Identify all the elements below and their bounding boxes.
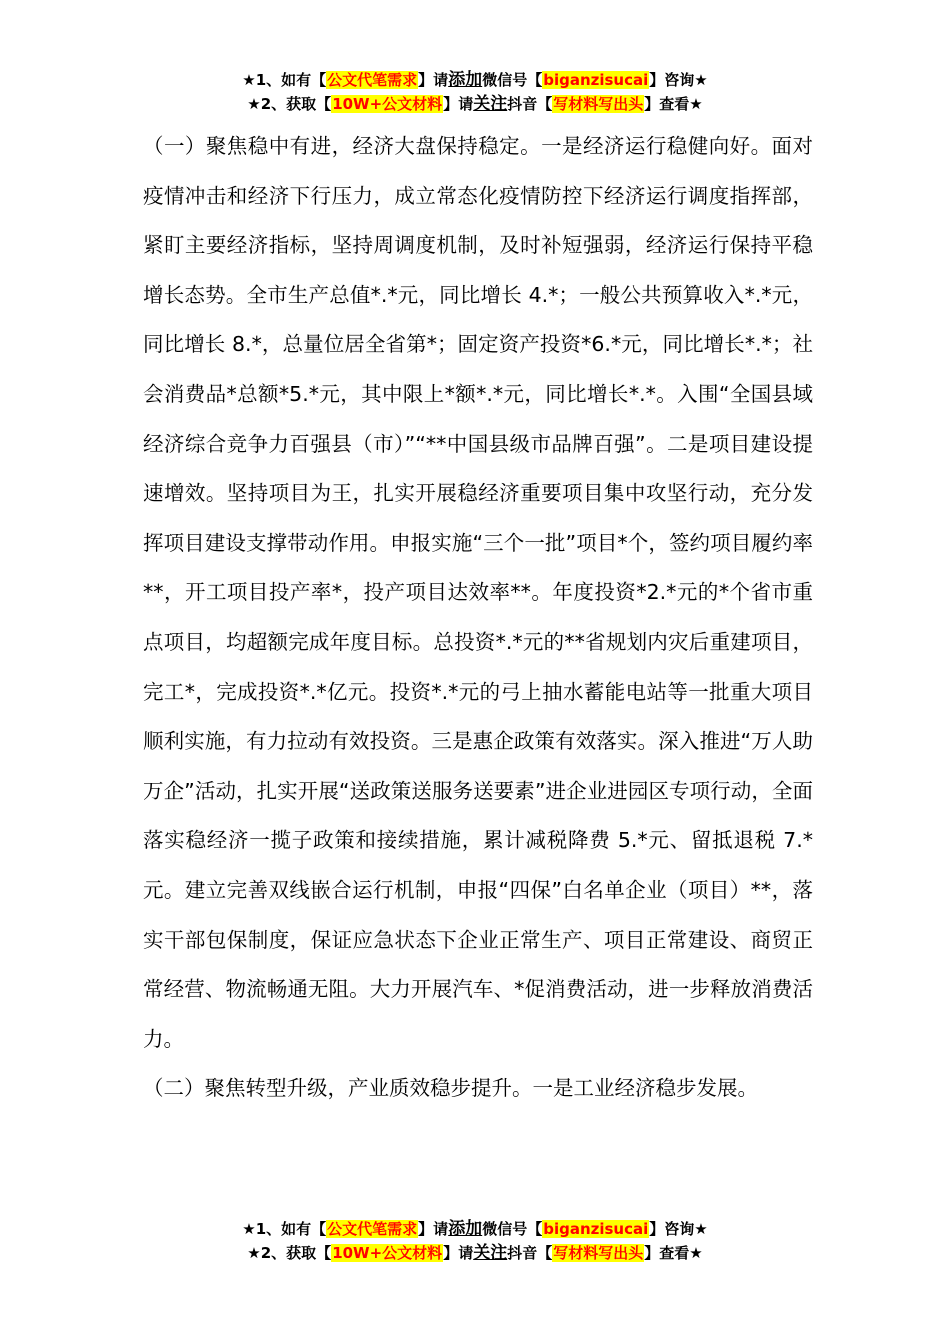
banner-text: 】请 xyxy=(443,95,474,113)
banner-emphasis: 添加 xyxy=(448,1219,483,1239)
bottom-banner xyxy=(0,1217,950,1265)
banner-line-1 xyxy=(0,68,950,92)
banner-highlight-materials: 10W+公文材料 xyxy=(332,95,443,113)
banner-highlight-materials: 10W+公文材料 xyxy=(332,1244,443,1262)
banner-text: 】咨询★ xyxy=(649,71,708,89)
top-banner xyxy=(0,68,950,116)
body-paragraph-2: （二）聚焦转型升级，产业质效稳步提升。一是工业经济稳步发展。 xyxy=(143,1076,758,1101)
banner-line-2 xyxy=(0,92,950,116)
banner-emphasis: 关注 xyxy=(473,94,508,114)
banner-text: 】查看★ xyxy=(644,1244,703,1262)
banner-text: 】请 xyxy=(443,1244,474,1262)
banner-emphasis: 关注 xyxy=(473,1243,508,1263)
banner-highlight-wechat-id: biganzisucai xyxy=(543,1220,649,1238)
banner-text: 抖音【 xyxy=(507,95,553,113)
banner-text: 抖音【 xyxy=(507,1244,553,1262)
banner-text: 】请 xyxy=(418,1220,449,1238)
banner-text: ★2、获取【 xyxy=(247,1244,332,1262)
banner-highlight-douyin-id: 写材料写出头 xyxy=(553,1244,644,1262)
banner-text: ★1、如有【 xyxy=(242,71,327,89)
banner-text: 】请 xyxy=(418,71,449,89)
banner-highlight-service: 公文代笔需求 xyxy=(327,1220,418,1238)
banner-line-1 xyxy=(0,1217,950,1241)
banner-text: 微信号【 xyxy=(482,1220,543,1238)
banner-highlight-service: 公文代笔需求 xyxy=(327,71,418,89)
banner-text: 微信号【 xyxy=(482,71,543,89)
banner-highlight-wechat-id: biganzisucai xyxy=(543,71,649,89)
banner-emphasis: 添加 xyxy=(448,70,483,90)
banner-text: 】咨询★ xyxy=(649,1220,708,1238)
banner-text: ★1、如有【 xyxy=(242,1220,327,1238)
banner-line-2 xyxy=(0,1241,950,1265)
document-body xyxy=(143,122,813,1114)
body-paragraph-1: （一）聚焦稳中有进，经济大盘保持稳定。一是经济运行稳健向好。面对疫情冲击和经济下行压力，成立常态化疫情防控下经济运行调度指挥部，紧盯主要经济指标，坚持周调度机制，及时补短强弱，经济运行保持平稳增长态势。全市生产总值*.*元，同比增长 4.*；一般公共预算收入*.*元，同比增长 8.*，总量位居全省第*；固定资产投资*6.*元，同比增长*.*；社会消费品*总额*5.*元，其中限上*额*.*元，同比增长*.*。入围“全国县域经济综合竞争力百强县（市）”“**中国县级市品牌百强”。二是项目建设提速增效。坚持项目为王，扎实开展稳经济重要项目集中攻坚行动，充分发挥项目建设支撑带动作用。申报实施“三个一批”项目*个，签约项目履约率**，开工项目投产率*，投产项目达效率**。年度投资*2.*元的*个省市重点项目，均超额完成年度目标。总投资*.*元的**省规划内灾后重建项目，完工*，完成投资*.*亿元。投资*.*元的弓上抽水蓄能电站等一批重大项目顺利实施，有力拉动有效投资。三是惠企政策有效落实。深入推进“万人助万企”活动，扎实开展“送政策送服务送要素”进企业进园区专项行动，全面落实稳经济一揽子政策和接续措施，累计减税降费 5.*元、留抵退税 7.*元。建立完善双线嵌合运行机制，申报“四保”白名单企业（项目）**，落实干部包保制度，保证应急状态下企业正常生产、项目正常建设、商贸正常经营、物流畅通无阻。大力开展汽车、*促消费活动，进一步释放消费活力。 xyxy=(143,134,813,1051)
banner-text: 】查看★ xyxy=(644,95,703,113)
banner-text: ★2、获取【 xyxy=(247,95,332,113)
banner-highlight-douyin-id: 写材料写出头 xyxy=(553,95,644,113)
